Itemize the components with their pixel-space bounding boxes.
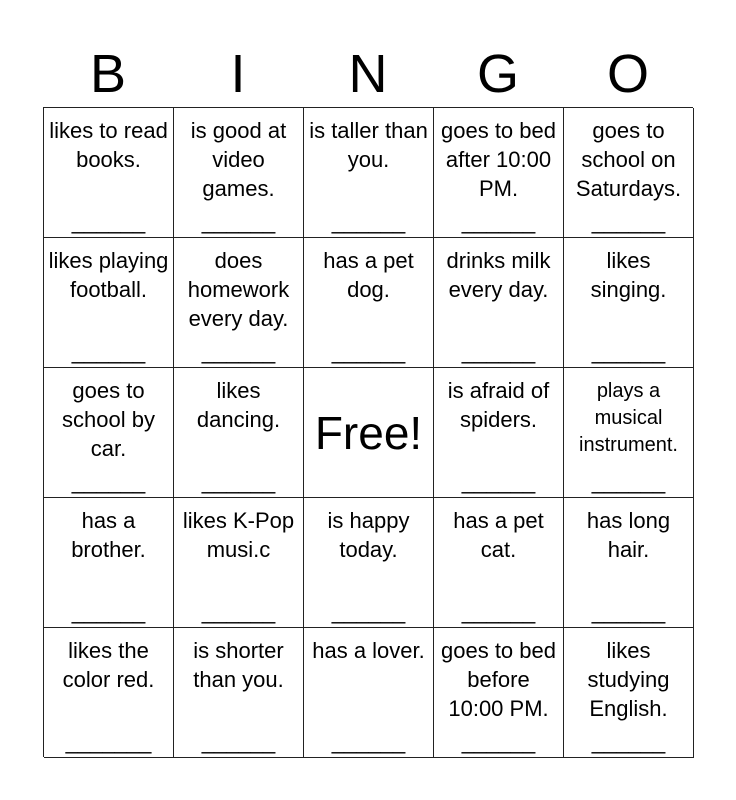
- cell-name-blank: ______: [201, 599, 276, 624]
- bingo-cell-g2[interactable]: [434, 238, 564, 368]
- bingo-cell-g5[interactable]: [434, 628, 564, 758]
- cell-name-blank: ______: [461, 729, 536, 754]
- bingo-cell-i1[interactable]: [174, 108, 304, 238]
- cell-prompt-text: goes to school on Saturdays.: [575, 118, 682, 201]
- cell-name-blank: ______: [461, 599, 536, 624]
- bingo-cell-b5[interactable]: [44, 628, 174, 758]
- free-space-label: Free!: [314, 406, 423, 459]
- bingo-cell-o4[interactable]: [564, 498, 694, 628]
- cell-prompt-text: goes to school by car.: [62, 378, 155, 461]
- cell-prompt-text: likes the color red.: [62, 638, 155, 692]
- bingo-cell-i4[interactable]: [174, 498, 304, 628]
- cell-name-blank: ______: [591, 599, 666, 624]
- cell-name-blank: ______: [461, 209, 536, 234]
- cell-prompt-text: likes playing football.: [48, 248, 169, 302]
- cell-name-blank: ______: [331, 209, 406, 234]
- cell-prompt-text: goes to bed before 10:00 PM.: [441, 638, 556, 721]
- cell-prompt-text: is shorter than you.: [193, 638, 284, 692]
- bingo-cell-g1[interactable]: [434, 108, 564, 238]
- cell-prompt-text: has a pet cat.: [453, 508, 544, 562]
- cell-name-blank: ______: [331, 599, 406, 624]
- cell-name-blank: ______: [71, 209, 146, 234]
- cell-prompt-text: does homework every day.: [187, 248, 290, 331]
- cell-prompt-text: plays a musical instrument.: [579, 380, 678, 456]
- bingo-board: [43, 107, 693, 757]
- cell-prompt-text: likes dancing.: [196, 378, 281, 432]
- bingo-header: [43, 40, 693, 108]
- header-letter-b: B: [89, 44, 127, 104]
- cell-name-blank: ______: [201, 339, 276, 364]
- free-space-cell[interactable]: [304, 368, 434, 498]
- cell-name-blank: ______: [461, 339, 536, 364]
- bingo-cell-n5[interactable]: [304, 628, 434, 758]
- bingo-cell-o3[interactable]: [564, 368, 694, 498]
- cell-prompt-text: has a pet dog.: [323, 248, 414, 302]
- bingo-cell-n4[interactable]: [304, 498, 434, 628]
- cell-prompt-text: drinks milk every day.: [446, 248, 551, 302]
- cell-name-blank: ______: [461, 469, 536, 494]
- cell-name-blank: ______: [71, 599, 146, 624]
- cell-name-blank: ______: [201, 729, 276, 754]
- header-letter-n: N: [348, 44, 388, 104]
- bingo-cell-n1[interactable]: [304, 108, 434, 238]
- cell-prompt-text: is taller than you.: [309, 118, 428, 172]
- cell-prompt-text: likes singing.: [590, 248, 667, 302]
- cell-name-blank: ______: [201, 209, 276, 234]
- bingo-cell-g4[interactable]: [434, 498, 564, 628]
- bingo-cell-g3[interactable]: [434, 368, 564, 498]
- bingo-cell-o2[interactable]: [564, 238, 694, 368]
- header-letter-i: I: [230, 44, 246, 104]
- cell-name-blank: ______: [591, 469, 666, 494]
- cell-prompt-text: likes K-Pop musi.c: [182, 508, 295, 562]
- cell-prompt-text: has a brother.: [71, 508, 146, 562]
- bingo-cell-i5[interactable]: [174, 628, 304, 758]
- cell-name-blank: ______: [591, 209, 666, 234]
- cell-prompt-text: goes to bed after 10:00 PM.: [441, 118, 556, 201]
- cell-name-blank: ______: [331, 729, 406, 754]
- cell-name-blank: ______: [71, 469, 146, 494]
- bingo-cell-b1[interactable]: [44, 108, 174, 238]
- bingo-cell-b4[interactable]: [44, 498, 174, 628]
- cell-name-blank: ______: [201, 469, 276, 494]
- header-letter-o: O: [606, 44, 649, 104]
- header-letter-g: G: [476, 44, 519, 104]
- cell-name-blank: ______: [591, 339, 666, 364]
- bingo-cell-b2[interactable]: [44, 238, 174, 368]
- cell-prompt-text: likes to read books.: [49, 118, 168, 172]
- cell-prompt-text: is afraid of spiders.: [447, 378, 550, 432]
- bingo-cell-o1[interactable]: [564, 108, 694, 238]
- cell-name-blank: ______: [71, 339, 146, 364]
- bingo-cell-b3[interactable]: [44, 368, 174, 498]
- cell-name-blank: ______: [331, 339, 406, 364]
- cell-prompt-text: is happy today.: [327, 508, 410, 562]
- cell-name-blank: ______: [591, 729, 666, 754]
- bingo-cell-i2[interactable]: [174, 238, 304, 368]
- bingo-cell-o5[interactable]: [564, 628, 694, 758]
- cell-prompt-text: is good at video games.: [190, 118, 287, 201]
- bingo-cell-i3[interactable]: [174, 368, 304, 498]
- bingo-cell-n2[interactable]: [304, 238, 434, 368]
- cell-prompt-text: has long hair.: [586, 508, 671, 562]
- cell-prompt-text: has a lover.: [312, 638, 425, 663]
- cell-prompt-text: likes studying English.: [587, 638, 670, 721]
- cell-name-blank: _______: [65, 729, 152, 754]
